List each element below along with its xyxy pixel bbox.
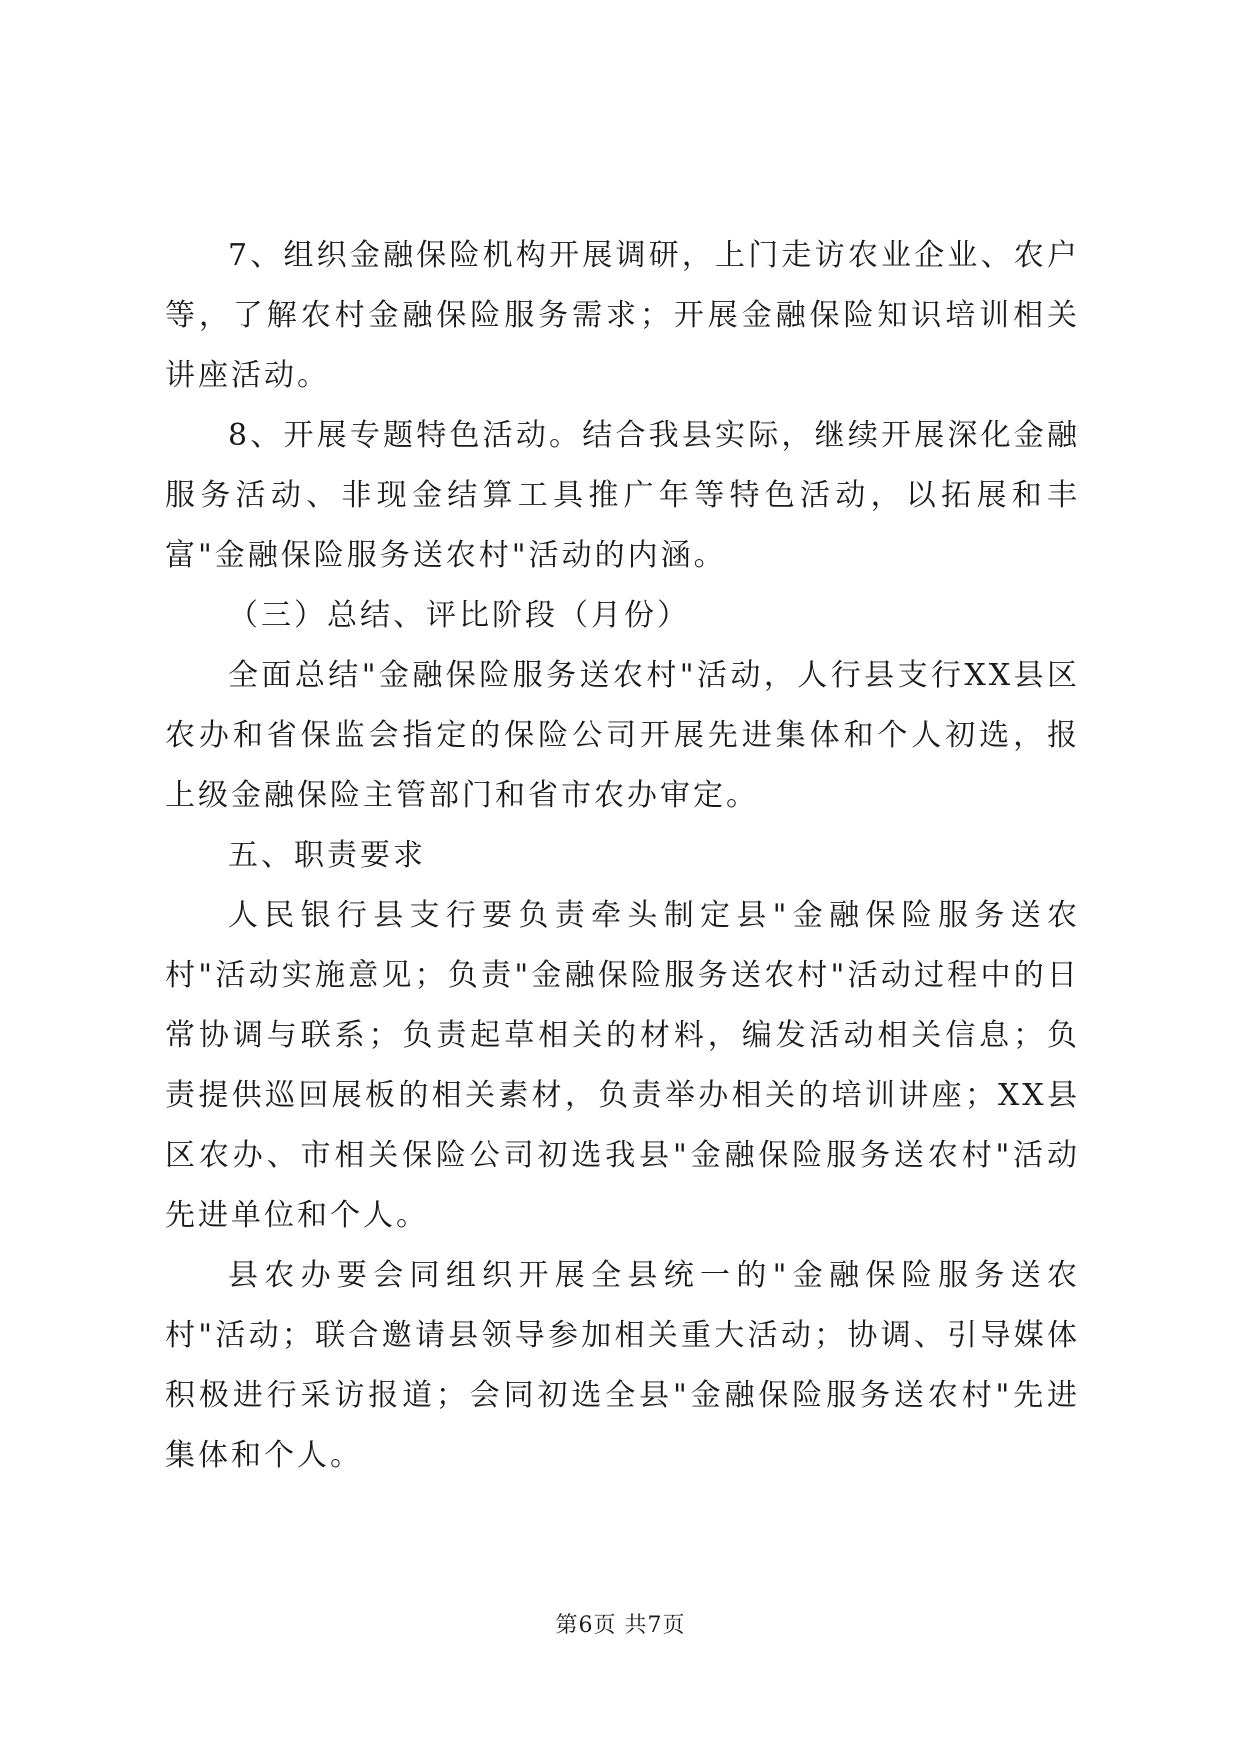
page-number-footer: 第6页 共7页 (555, 1613, 686, 1638)
document-body (165, 226, 1080, 1486)
paragraph-bank-duties: 人民银行县支行要负责牵头制定县"金融保险服务送农村"活动实施意见；负责"金融保险服务送农村"活动过程中的日常协调与联系；负责起草相关的材料，编发活动相关信息；负责提供巡回展板的相关素材，负责举办相关的培训讲座；XX县区农办、市相关保险公司初选我县"金融保险服务送农村"活动先进单位和个人。 (165, 898, 1080, 1233)
section-heading-summary-stage: （三）总结、评比阶段（月份） (228, 598, 690, 633)
section-heading-responsibilities: 五、职责要求 (228, 838, 426, 873)
paragraph-summary: 全面总结"金融保险服务送农村"活动，人行县支行XX县区农办和省保监会指定的保险公司开展先进集体和个人初选，报上级金融保险主管部门和省市农办审定。 (165, 658, 1080, 813)
paragraph-item-8: 8、开展专题特色活动。结合我县实际，继续开展深化金融服务活动、非现金结算工具推广年等特色活动，以拓展和丰富"金融保险服务送农村"活动的内涵。 (165, 418, 1080, 573)
paragraph-agri-office-duties: 县农办要会同组织开展全县统一的"金融保险服务送农村"活动；联合邀请县领导参加相关重大活动；协调、引导媒体积极进行采访报道；会同初选全县"金融保险服务送农村"先进集体和个人。 (165, 1258, 1080, 1473)
paragraph-item-7: 7、组织金融保险机构开展调研，上门走访农业企业、农户等，了解农村金融保险服务需求；开展金融保险知识培训相关讲座活动。 (165, 238, 1080, 393)
